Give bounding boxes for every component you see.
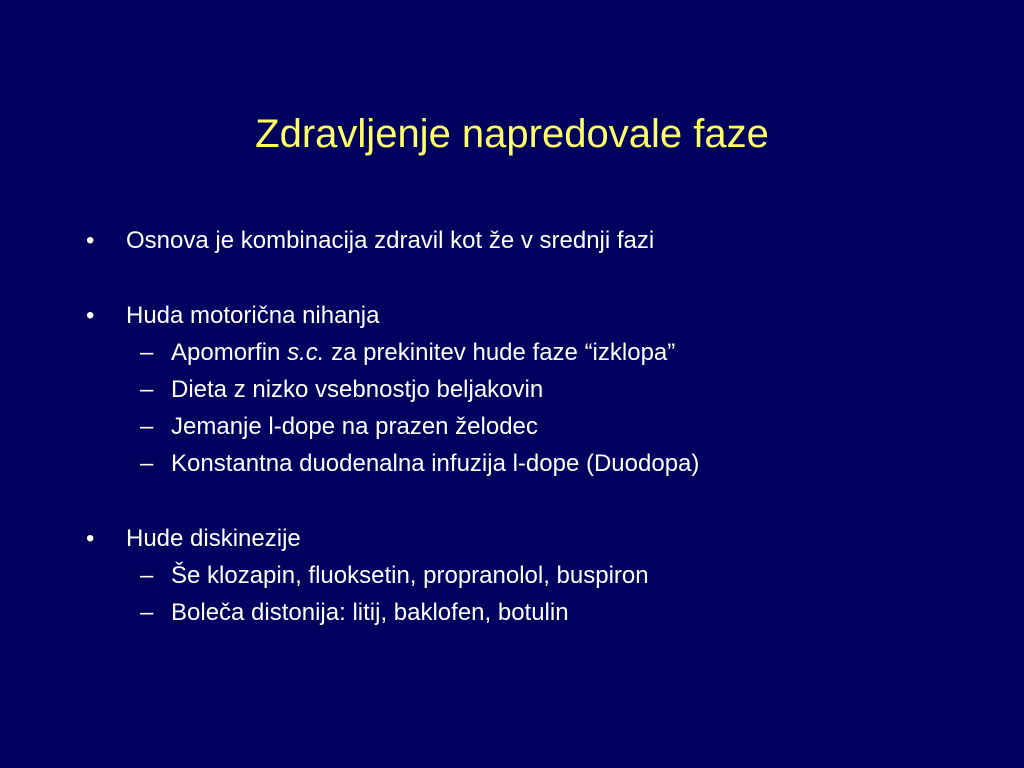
sub-item-text-part: Apomorfin <box>171 339 288 366</box>
dash-marker: – <box>140 339 154 366</box>
dash-marker: – <box>140 599 154 626</box>
sub-item-italic-part: s.c. <box>287 339 325 366</box>
sub-item <box>86 408 986 445</box>
bullet-item <box>86 297 986 334</box>
sub-item-text: Konstantna duodenalna infuzija l-dope (Duodopa) <box>171 450 700 477</box>
slide-content <box>86 222 986 631</box>
sub-item-text: Še klozapin, fluoksetin, propranolol, buspiron <box>171 562 649 589</box>
bullet-marker: • <box>86 525 95 552</box>
sub-item-text: Jemanje l-dope na prazen želodec <box>171 413 538 440</box>
bullet-marker: • <box>86 227 95 254</box>
dash-marker: – <box>140 413 154 440</box>
sub-item <box>86 594 986 631</box>
spacer <box>86 482 986 520</box>
bullet-text: Osnova je kombinacija zdravil kot že v srednji fazi <box>126 227 655 254</box>
bullet-marker: • <box>86 302 95 329</box>
dash-marker: – <box>140 450 154 477</box>
sub-item-text: Dieta z nizko vsebnostjo beljakovin <box>171 376 544 403</box>
bullet-item <box>86 520 986 557</box>
sub-item <box>86 371 986 408</box>
bullet-text: Huda motorična nihanja <box>126 302 380 329</box>
slide-title: Zdravljenje napredovale faze <box>255 112 769 156</box>
sub-item <box>86 334 986 371</box>
sub-item-text <box>171 334 675 371</box>
dash-marker: – <box>140 376 154 403</box>
sub-item <box>86 557 986 594</box>
sub-item-text-part: za prekinitev hude faze “izklopa” <box>324 339 676 366</box>
bullet-text: Hude diskinezije <box>126 525 301 552</box>
sub-item <box>86 445 986 482</box>
dash-marker: – <box>140 562 154 589</box>
sub-item-text: Boleča distonija: litij, baklofen, botulin <box>171 599 569 626</box>
spacer <box>86 259 986 297</box>
bullet-item <box>86 222 986 259</box>
